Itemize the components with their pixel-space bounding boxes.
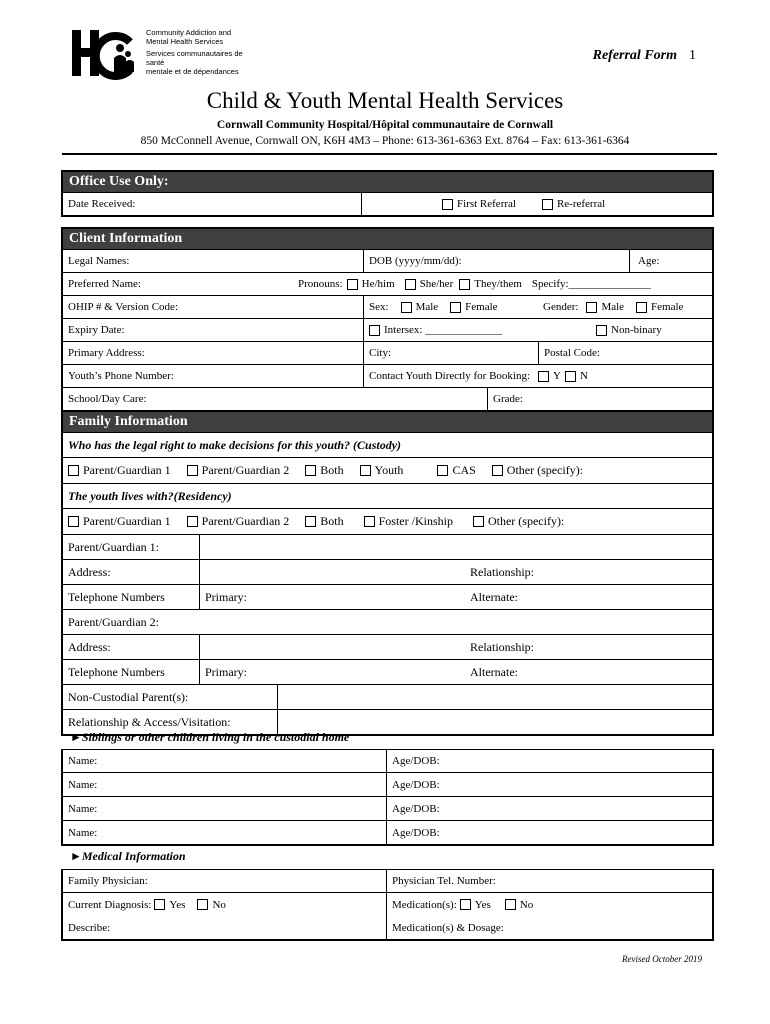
re-referral-label: Re-referral — [556, 198, 606, 210]
medical-table — [61, 869, 714, 941]
dosage-label: Medication(s) & Dosage: — [386, 916, 713, 939]
residency-pg2-checkbox[interactable] — [187, 516, 198, 527]
contact-yes-checkbox[interactable] — [538, 371, 549, 382]
pg2-phone-row — [63, 659, 712, 684]
pg1-address-label: Address: — [68, 564, 111, 579]
logo-text — [146, 28, 252, 76]
he-him-checkbox[interactable] — [347, 279, 358, 290]
residency-other-checkbox[interactable] — [473, 516, 484, 527]
he-him-label: He/him — [361, 278, 395, 290]
non-binary-label: Non-binary — [611, 324, 662, 336]
residency-option: Parent/Guardian 2 — [201, 514, 290, 528]
sibling-age-label: Age/DOB: — [386, 797, 713, 820]
logo-line: mentale et de dépendances — [146, 67, 239, 76]
page-number: 1 — [689, 48, 696, 63]
pg1-address-field[interactable] — [199, 560, 465, 584]
office-row — [63, 192, 712, 215]
pg1-phone-row — [63, 584, 712, 609]
pg2-primary-label: Primary: — [199, 660, 465, 684]
residency-question-row — [63, 483, 712, 508]
non-custodial-field[interactable] — [277, 685, 713, 709]
gender-label: Gender: — [543, 301, 579, 313]
sibling-name-label: Name: — [68, 826, 98, 839]
intersex-label: Intersex: ______________ — [384, 324, 503, 336]
pg2-alternate-label: Alternate: — [470, 664, 518, 679]
diagnosis-no-label: No — [212, 898, 226, 911]
physician-row — [63, 870, 712, 892]
custody-pg1-checkbox[interactable] — [68, 465, 79, 476]
sibling-row — [63, 820, 712, 844]
contact-no-label: N — [579, 370, 588, 382]
residency-option: Parent/Guardian 1 — [83, 514, 171, 528]
dob-label: DOB (yyyy/mm/dd): — [363, 250, 629, 272]
gender-male-label: Male — [601, 301, 625, 313]
school-label: School/Day Care: — [68, 393, 147, 405]
sex-male-checkbox[interactable] — [401, 302, 412, 313]
office-use-section — [61, 170, 714, 217]
physician-label: Family Physician: — [68, 875, 148, 887]
client-row-names — [63, 249, 712, 272]
diagnosis-no-checkbox[interactable] — [197, 899, 208, 910]
custody-youth-checkbox[interactable] — [360, 465, 371, 476]
gender-female-label: Female — [651, 301, 684, 313]
postal-code-label: Postal Code: — [538, 342, 713, 364]
she-her-checkbox[interactable] — [405, 279, 416, 290]
custody-option: Both — [320, 463, 344, 477]
custody-question: Who has the legal right to make decisions for this youth? (Custody) — [68, 437, 402, 452]
custody-question-row — [63, 432, 712, 457]
sex-female-checkbox[interactable] — [450, 302, 461, 313]
non-custodial-row — [63, 684, 712, 709]
youth-phone-label: Youth’s Phone Number: — [68, 370, 174, 382]
custody-option: Parent/Guardian 1 — [83, 463, 171, 477]
residency-options-row — [63, 508, 712, 534]
medications-yes-label: Yes — [474, 898, 491, 911]
sibling-age-label: Age/DOB: — [386, 750, 713, 772]
sibling-row — [63, 772, 712, 796]
client-row-address — [63, 341, 712, 364]
intersex-checkbox[interactable] — [369, 325, 380, 336]
re-referral-checkbox[interactable] — [542, 199, 553, 210]
custody-cas-checkbox[interactable] — [437, 465, 448, 476]
sex-female-label: Female — [465, 301, 498, 313]
custody-option: Other (specify): — [506, 463, 584, 477]
sibling-row — [63, 796, 712, 820]
pronouns-label: Pronouns: — [298, 278, 343, 290]
gender-male-checkbox[interactable] — [586, 302, 597, 313]
client-info-heading: Client Information — [63, 229, 712, 249]
preferred-name-label: Preferred Name: — [68, 278, 141, 290]
revision-date: Revised October 2019 — [622, 954, 702, 964]
sex-male-label: Male — [415, 301, 439, 313]
medications-no-label: No — [519, 898, 534, 911]
pg2-label: Parent/Guardian 2: — [68, 614, 159, 629]
residency-both-checkbox[interactable] — [305, 516, 316, 527]
access-label: Relationship & Access/Visitation: — [68, 714, 231, 729]
residency-foster-checkbox[interactable] — [364, 516, 375, 527]
custody-options-row — [63, 457, 712, 483]
family-info-section — [61, 410, 714, 736]
siblings-table — [61, 749, 714, 846]
pg1-label: Parent/Guardian 1: — [68, 539, 159, 554]
grade-label: Grade: — [487, 388, 713, 410]
describe-row — [63, 916, 712, 939]
client-row-phone — [63, 364, 712, 387]
pg2-address-field[interactable] — [199, 635, 465, 659]
primary-address-label: Primary Address: — [68, 347, 145, 359]
physician-tel-label: Physician Tel. Number: — [386, 870, 713, 892]
custody-other-checkbox[interactable] — [492, 465, 503, 476]
sex-label: Sex: — [369, 301, 389, 313]
sibling-age-label: Age/DOB: — [386, 821, 713, 844]
medications-label: Medication(s): — [392, 898, 457, 911]
diagnosis-label: Current Diagnosis: — [68, 898, 152, 911]
diagnosis-yes-label: Yes — [169, 898, 186, 911]
non-binary-checkbox[interactable] — [596, 325, 607, 336]
pg2-row — [63, 609, 712, 634]
they-them-label: They/them — [474, 278, 522, 290]
hospital-address: 850 McConnell Avenue, Cornwall ON, K6H 4M3 – Phone: 613-361-6363 Ext. 8764 – Fax: 613-361-6364 — [140, 135, 630, 147]
hospital-logo-icon — [72, 28, 142, 80]
logo-line: Services communautaires de santé — [146, 49, 243, 67]
contact-no-checkbox[interactable] — [565, 371, 576, 382]
contact-direct-label: Contact Youth Directly for Booking: — [369, 370, 531, 382]
they-them-checkbox[interactable] — [459, 279, 470, 290]
first-referral-checkbox[interactable] — [442, 199, 453, 210]
pg2-relationship-label: Relationship: — [470, 639, 534, 654]
residency-option: Other (specify): — [487, 514, 565, 528]
pg2-telephone-label: Telephone Numbers — [68, 664, 165, 679]
sibling-row — [63, 750, 712, 772]
sibling-age-label: Age/DOB: — [386, 773, 713, 796]
form-label-text: Referral Form — [592, 48, 677, 63]
pg1-telephone-label: Telephone Numbers — [68, 589, 165, 604]
medications-no-checkbox[interactable] — [505, 899, 516, 910]
client-row-ohip — [63, 295, 712, 318]
sibling-name-label: Name: — [68, 802, 98, 815]
client-row-preferred — [63, 272, 712, 295]
siblings-heading: ►Siblings or other children living in the custodial home — [70, 730, 350, 744]
family-info-heading: Family Information — [63, 412, 712, 432]
hospital-name: Cornwall Community Hospital/Hôpital communautaire de Cornwall — [216, 119, 554, 131]
custody-option: Youth — [374, 463, 404, 477]
sibling-name-label: Name: — [68, 755, 98, 767]
first-referral-label: First Referral — [457, 198, 516, 210]
page-title: Child & Youth Mental Health Services — [206, 88, 564, 113]
organization-logo — [72, 28, 252, 80]
medications-yes-checkbox[interactable] — [460, 899, 471, 910]
describe-label: Describe: — [68, 921, 111, 934]
client-row-expiry — [63, 318, 712, 341]
expiry-label: Expiry Date: — [68, 324, 125, 336]
ohip-label: OHIP # & Version Code: — [68, 301, 178, 313]
pg1-alternate-label: Alternate: — [470, 589, 518, 604]
diagnosis-yes-checkbox[interactable] — [154, 899, 165, 910]
date-received-label: Date Received: — [68, 198, 136, 210]
office-use-heading: Office Use Only: — [63, 172, 712, 192]
pg1-row — [63, 534, 712, 559]
pg2-address-row — [63, 634, 712, 659]
she-her-label: She/her — [419, 278, 454, 290]
pg2-address-label: Address: — [68, 639, 111, 654]
custody-option: CAS — [452, 463, 476, 477]
gender-female-checkbox[interactable] — [636, 302, 647, 313]
medical-heading: ►Medical Information — [70, 849, 186, 863]
logo-line: Mental Health Services — [146, 37, 224, 46]
contact-yes-label: Y — [553, 370, 561, 382]
client-info-section — [61, 227, 714, 412]
legal-names-label: Legal Names: — [68, 255, 130, 267]
form-label — [593, 48, 696, 64]
city-label: City: — [363, 342, 538, 364]
non-custodial-label: Non-Custodial Parent(s): — [68, 689, 189, 704]
custody-pg2-checkbox[interactable] — [187, 465, 198, 476]
pg1-relationship-label: Relationship: — [470, 564, 534, 579]
header-divider — [62, 153, 717, 155]
logo-line: Community Addiction and — [146, 28, 232, 37]
residency-option: Foster /Kinship — [378, 514, 453, 528]
residency-pg1-checkbox[interactable] — [68, 516, 79, 527]
custody-option: Parent/Guardian 2 — [201, 463, 290, 477]
pg1-field[interactable] — [199, 535, 713, 559]
diagnosis-row — [63, 892, 712, 916]
sibling-name-label: Name: — [68, 778, 98, 791]
custody-both-checkbox[interactable] — [305, 465, 316, 476]
residency-question: The youth lives with?(Residency) — [68, 488, 232, 503]
age-label: Age: — [629, 250, 712, 272]
pg1-primary-label: Primary: — [199, 585, 465, 609]
residency-option: Both — [320, 514, 344, 528]
specify-field[interactable]: Specify:_______________ — [531, 278, 652, 290]
pg1-address-row — [63, 559, 712, 584]
client-row-school — [63, 387, 712, 410]
